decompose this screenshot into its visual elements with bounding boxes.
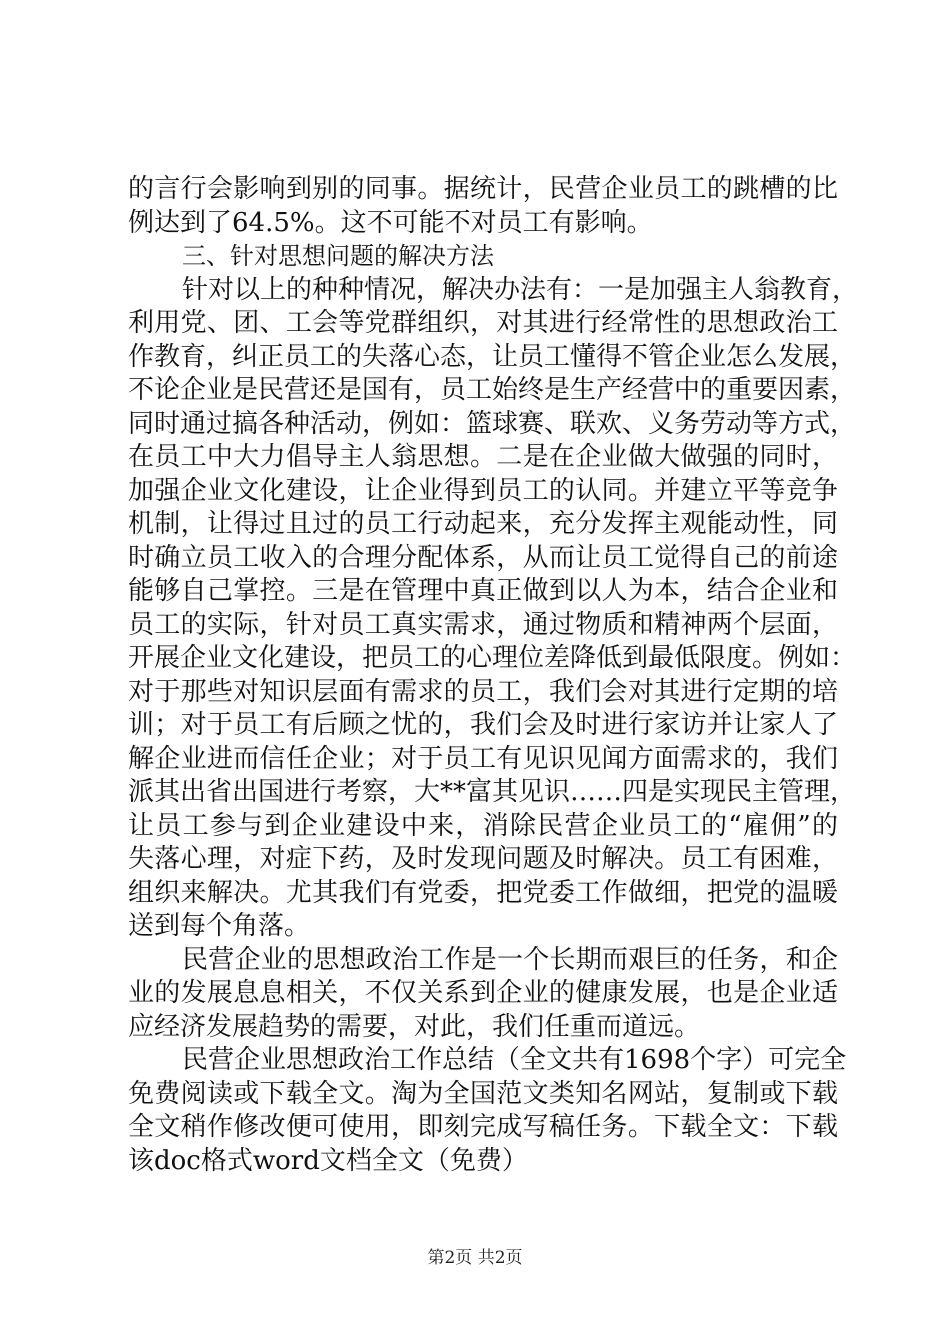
text-line: 送到每个角落。 — [128, 911, 311, 941]
text-line: 不论企业是民营还是国有，员工始终是生产经营中的重要因素， — [128, 375, 857, 405]
text-line: 派其出省出国进行考察，大**富其见识……四是实现民主管理， — [128, 777, 857, 807]
text-line: 同时通过搞各种活动，例如：篮球赛、联欢、义务劳动等方式， — [128, 408, 857, 439]
text-line: 针对以上的种种情况，解决办法有：一是加强主人翁教育， — [182, 274, 859, 305]
text-line: 全文稍作修改便可使用，即刻完成写稿任务。下载全文：下载 — [128, 1112, 838, 1142]
document-body — [128, 173, 859, 1178]
page-number: 第2页 共2页 — [427, 1248, 523, 1268]
text-line: 例达到了64.5%。这不可能不对员工有影响。 — [128, 207, 653, 238]
text-line: 民营企业思想政治工作总结（全文共有1698个字）可完全 — [182, 1045, 847, 1075]
text-line: 应经济发展趋势的需要，对此，我们任重而道远。 — [128, 1011, 701, 1042]
text-line: 作教育，纠正员工的失落心态，让员工懂得不管企业怎么发展， — [128, 341, 857, 372]
text-line: 利用党、团、工会等党群组织，对其进行经常性的思想政治工 — [128, 308, 838, 338]
text-line: 免费阅读或下载全文。淘为全国范文类知名网站，复制或下载 — [128, 1078, 838, 1109]
text-line: 加强企业文化建设，让企业得到员工的认同。并建立平等竞争 — [128, 475, 838, 506]
text-line: 的言行会影响到别的同事。据统计，民营企业员工的跳槽的比 — [128, 174, 838, 204]
text-line: 业的发展息息相关，不仅关系到企业的健康发展，也是企业适 — [128, 978, 838, 1008]
text-line: 机制，让得过且过的员工行动起来，充分发挥主观能动性，同 — [128, 509, 838, 539]
text-line: 时确立员工收入的合理分配体系，从而让员工觉得自己的前途 — [128, 542, 838, 573]
text-line: 开展企业文化建设，把员工的心理位差降低到最低限度。例如： — [128, 643, 857, 673]
text-line: 解企业进而信任企业；对于员工有见识见闻方面需求的，我们 — [128, 743, 838, 774]
text-line: 员工的实际，针对员工真实需求，通过物质和精神两个层面， — [128, 609, 838, 640]
text-line: 该doc格式word文档全文（免费） — [128, 1145, 528, 1176]
text-line: 对于那些对知识层面有需求的员工，我们会对其进行定期的培 — [128, 676, 838, 707]
section-heading: 三、针对思想问题的解决方法 — [182, 242, 494, 270]
text-line: 能够自己掌控。三是在管理中真正做到以人为本，结合企业和 — [128, 576, 838, 606]
text-line: 训；对于员工有后顾之忧的，我们会及时进行家访并让家人了 — [128, 710, 838, 740]
text-line: 失落心理，对症下药，及时发现问题及时解决。员工有困难， — [128, 844, 838, 874]
text-line: 组织来解决。尤其我们有党委，把党委工作做细，把党的温暖 — [128, 877, 838, 908]
text-line: 在员工中大力倡导主人翁思想。二是在企业做大做强的同时， — [128, 442, 838, 472]
text-line: 民营企业的思想政治工作是一个长期而艰巨的任务，和企 — [182, 944, 838, 975]
text-line: 让员工参与到企业建设中来，消除民营企业员工的“雇佣”的 — [128, 810, 838, 841]
